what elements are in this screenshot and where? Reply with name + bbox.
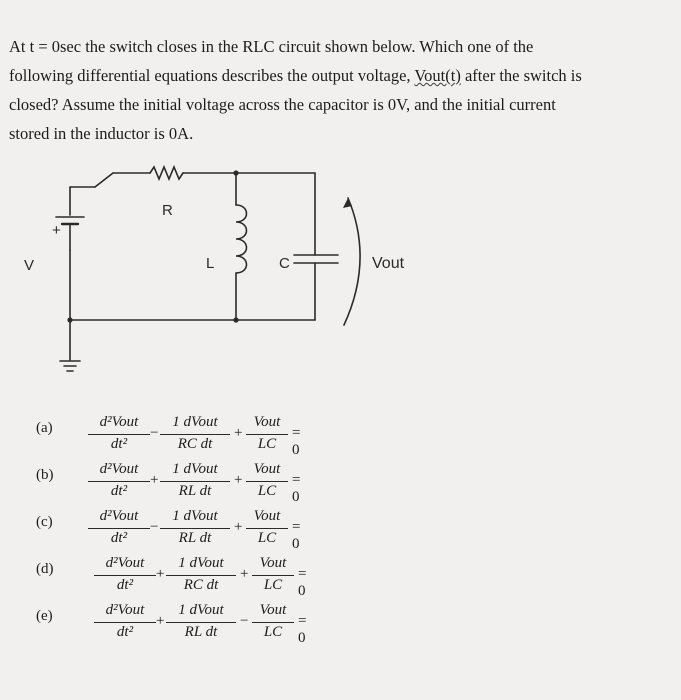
vout-term: Vout(t): [414, 66, 461, 85]
denominator: LC: [263, 577, 283, 593]
denominator: RC dt: [177, 436, 213, 452]
denominator: dt²: [116, 624, 134, 640]
numerator: Vout: [259, 555, 287, 571]
fraction: [252, 600, 294, 644]
vout-arc: [344, 198, 360, 325]
capacitor-label: C: [279, 255, 290, 272]
denominator: RC dt: [183, 577, 219, 593]
fraction: [88, 459, 150, 503]
option-a[interactable]: [0, 412, 681, 456]
junction-dot: [67, 317, 72, 322]
operator: −: [150, 425, 159, 441]
denominator: RL dt: [178, 530, 212, 546]
fraction: [246, 506, 288, 550]
inductor-coil: [236, 205, 247, 273]
fraction: [166, 553, 236, 597]
numerator: d²Vout: [105, 555, 145, 571]
equals-zero: = 0: [298, 566, 307, 599]
question-line: At t = 0sec the switch closes in the RLC circuit shown below. Which one of the: [9, 37, 534, 56]
numerator: 1 dVout: [178, 602, 224, 618]
fraction: [94, 600, 156, 644]
numerator: 1 dVout: [172, 461, 218, 477]
plus-sign: +: [52, 222, 61, 239]
option-c[interactable]: [0, 506, 681, 550]
denominator: dt²: [110, 530, 128, 546]
numerator: 1 dVout: [178, 555, 224, 571]
numerator: Vout: [253, 461, 281, 477]
equals-zero: = 0: [292, 425, 301, 458]
operator: −: [150, 519, 159, 535]
output-label: Vout: [372, 255, 405, 272]
fraction: [246, 412, 288, 456]
equals-zero: = 0: [292, 519, 301, 552]
denominator: LC: [257, 530, 277, 546]
fraction: [88, 412, 150, 456]
operator: +: [150, 472, 159, 488]
denominator: RL dt: [178, 483, 212, 499]
rlc-circuit-diagram: [0, 160, 681, 390]
option-label: (d): [36, 561, 54, 577]
inductor-label: L: [206, 255, 215, 272]
numerator: d²Vout: [99, 461, 139, 477]
fraction: [252, 553, 294, 597]
denominator: LC: [257, 483, 277, 499]
numerator: d²Vout: [99, 508, 139, 524]
denominator: dt²: [110, 483, 128, 499]
question-fragment: following differential equations describes the output voltage,: [9, 66, 415, 85]
denominator: LC: [257, 436, 277, 452]
denominator: LC: [263, 624, 283, 640]
source-label: V: [24, 257, 35, 274]
option-b[interactable]: [0, 459, 681, 503]
denominator: RL dt: [184, 624, 218, 640]
option-d[interactable]: [0, 553, 681, 597]
numerator: 1 dVout: [172, 508, 218, 524]
operator: +: [234, 472, 243, 488]
question-line: closed? Assume the initial voltage across the capacitor is 0V, and the initial current: [9, 95, 556, 114]
option-e[interactable]: [0, 600, 681, 644]
question-fragment: after the switch is: [460, 66, 582, 85]
option-label: (b): [36, 467, 54, 483]
resistor-label: R: [162, 202, 173, 219]
option-label: (c): [36, 514, 53, 530]
numerator: Vout: [253, 414, 281, 430]
equals-zero: = 0: [292, 472, 301, 505]
capacitor-lead-top: [236, 173, 315, 255]
operator: +: [240, 566, 249, 582]
junction-dot: [233, 317, 238, 322]
switch-blade: [95, 173, 113, 187]
junction-dot: [233, 170, 238, 175]
fraction: [94, 553, 156, 597]
numerator: Vout: [259, 602, 287, 618]
fraction: [246, 459, 288, 503]
option-label: (a): [36, 420, 53, 436]
fraction: [166, 600, 236, 644]
operator: +: [156, 566, 165, 582]
fraction: [160, 412, 230, 456]
operator: +: [156, 613, 165, 629]
numerator: Vout: [253, 508, 281, 524]
resistor-zigzag: [150, 167, 183, 179]
question-line: [9, 61, 669, 90]
question-text: [9, 32, 669, 148]
numerator: d²Vout: [105, 602, 145, 618]
fraction: [88, 506, 150, 550]
option-label: (e): [36, 608, 53, 624]
question-line: stored in the inductor is 0A.: [9, 124, 194, 143]
denominator: dt²: [110, 436, 128, 452]
fraction: [160, 506, 230, 550]
operator: +: [234, 425, 243, 441]
numerator: 1 dVout: [172, 414, 218, 430]
operator: +: [234, 519, 243, 535]
fraction: [160, 459, 230, 503]
numerator: d²Vout: [99, 414, 139, 430]
denominator: dt²: [116, 577, 134, 593]
operator: −: [240, 613, 249, 629]
equals-zero: = 0: [298, 613, 307, 646]
